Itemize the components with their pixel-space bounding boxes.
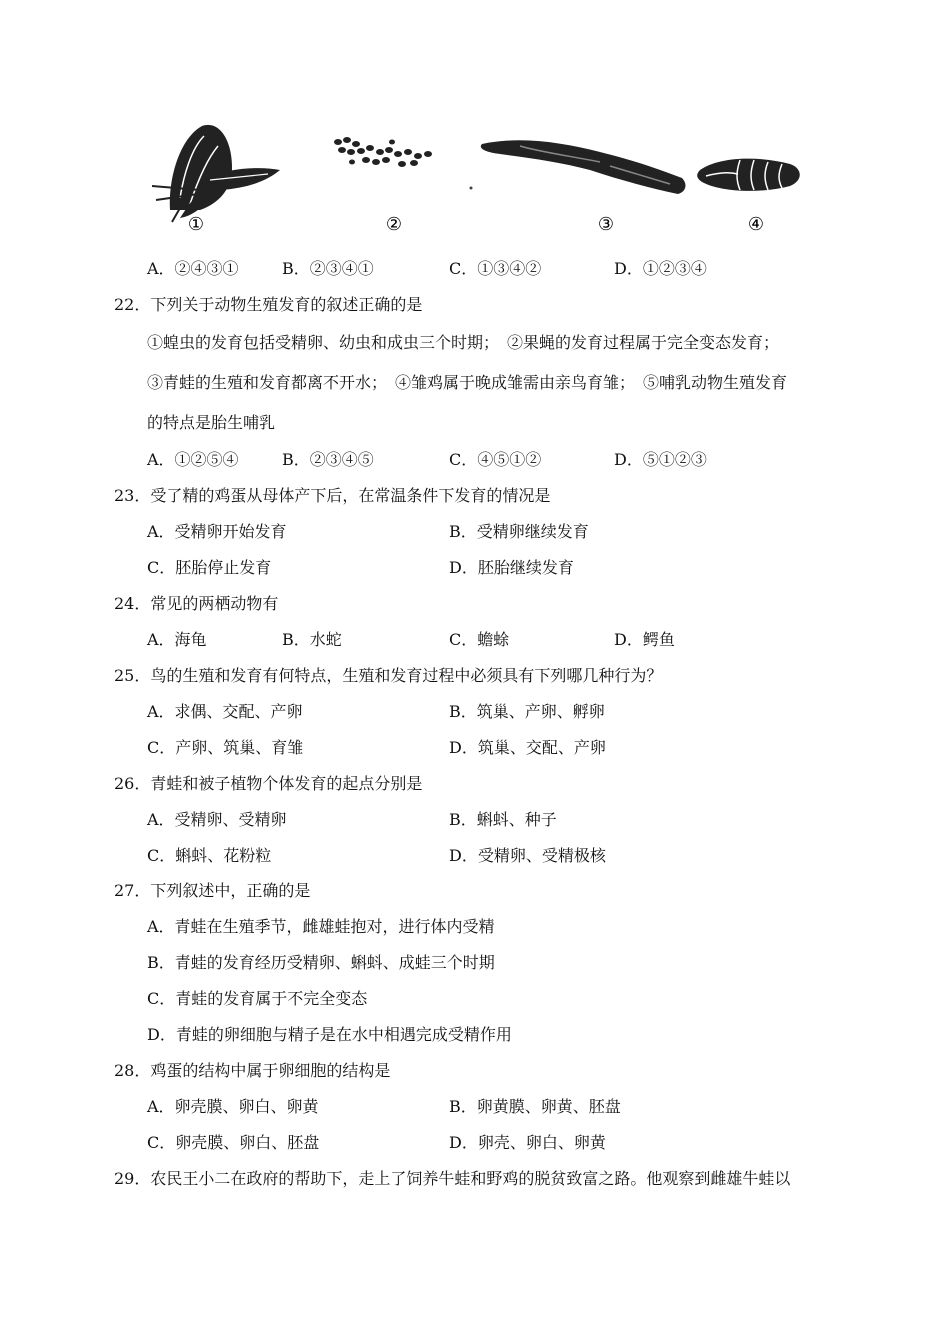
q27-option-d: D．青蛙的卵细胞与精子是在水中相遇完成受精作用 <box>147 1025 512 1044</box>
q22-option-b: B．②③④⑤ <box>282 450 374 469</box>
q23-option-d: D．胚胎继续发育 <box>449 558 574 577</box>
q29-stem: 29．农民王小二在政府的帮助下，走上了饲养牛蛙和野鸡的脱贫致富之路。他观察到雌雄牛蛙以 <box>114 1169 791 1188</box>
life-cycle-figure <box>140 118 820 240</box>
q24-stem: 24．常见的两栖动物有 <box>114 594 279 613</box>
q21-option-d: D．①②③④ <box>614 259 707 278</box>
q27-option-b: B．青蛙的发育经历受精卵、蝌蚪、成蛙三个时期 <box>147 953 495 972</box>
q26-stem: 26．青蛙和被子植物个体发育的起点分别是 <box>114 774 423 793</box>
q22-statement-line-1: ①蝗虫的发育包括受精卵、幼虫和成虫三个时期； ②果蝇的发育过程属于完全变态发育； <box>147 333 780 352</box>
q23-option-a: A．受精卵开始发育 <box>147 522 287 541</box>
q23-option-b: B．受精卵继续发育 <box>449 522 589 541</box>
q25-stem: 25．鸟的生殖和发育有何特点，生殖和发育过程中必须具有下列哪几种行为？ <box>114 666 663 685</box>
larva-drawing <box>481 140 686 194</box>
q24-option-c: C．蟾蜍 <box>449 630 510 649</box>
pupa-drawing <box>697 159 800 191</box>
q22-stem: 22．下列关于动物生殖发育的叙述正确的是 <box>114 295 423 314</box>
q25-option-d: D．筑巢、交配、产卵 <box>449 738 606 757</box>
q28-option-c: C．卵壳膜、卵白、胚盘 <box>147 1133 320 1152</box>
q25-option-a: A．求偶、交配、产卵 <box>147 702 303 721</box>
q27-option-a: A．青蛙在生殖季节，雌雄蛙抱对，进行体内受精 <box>147 917 495 936</box>
q21-option-a: A．②④③① <box>147 259 239 278</box>
q27-stem: 27．下列叙述中，正确的是 <box>114 881 311 900</box>
q22-statement-line-3: 的特点是胎生哺乳 <box>147 413 276 432</box>
q28-option-b: B．卵黄膜、卵黄、胚盘 <box>449 1097 621 1116</box>
q27-option-c: C．青蛙的发育属于不完全变态 <box>147 989 368 1008</box>
q28-option-d: D．卵壳、卵白、卵黄 <box>449 1133 606 1152</box>
q25-option-b: B．筑巢、产卵、孵卵 <box>449 702 605 721</box>
q24-option-b: B．水蛇 <box>282 630 342 649</box>
q28-stem: 28．鸡蛋的结构中属于卵细胞的结构是 <box>114 1061 391 1080</box>
figure-label-3: ③ <box>597 214 615 235</box>
q23-stem: 23．受了精的鸡蛋从母体产下后，在常温条件下发育的情况是 <box>114 486 551 505</box>
q22-statement-line-2: ③青蛙的生殖和发育都离不开水； ④雏鸡属于晚成雏需由亲鸟育雏； ⑤哺乳动物生殖发育 <box>147 373 788 392</box>
q22-option-d: D．⑤①②③ <box>614 450 707 469</box>
q22-option-c: C．④⑤①② <box>449 450 542 469</box>
q21-option-c: C．①③④② <box>449 259 542 278</box>
butterfly-drawing <box>152 125 280 222</box>
q26-option-a: A．受精卵、受精卵 <box>147 810 287 829</box>
figure-label-4: ④ <box>747 214 765 235</box>
q26-option-c: C．蝌蚪、花粉粒 <box>147 846 272 865</box>
q24-option-a: A．海龟 <box>147 630 207 649</box>
q22-option-a: A．①②⑤④ <box>147 450 239 469</box>
figure-label-2: ② <box>385 214 403 235</box>
eggs-drawing <box>334 137 432 167</box>
q24-option-d: D．鳄鱼 <box>614 630 675 649</box>
q23-option-c: C．胚胎停止发育 <box>147 558 272 577</box>
q26-option-b: B．蝌蚪、种子 <box>449 810 557 829</box>
q25-option-c: C．产卵、筑巢、育雏 <box>147 738 304 757</box>
q26-option-d: D．受精卵、受精极核 <box>449 846 606 865</box>
q28-option-a: A．卵壳膜、卵白、卵黄 <box>147 1097 319 1116</box>
figure-label-1: ① <box>187 214 205 235</box>
q21-option-b: B．②③④① <box>282 259 374 278</box>
